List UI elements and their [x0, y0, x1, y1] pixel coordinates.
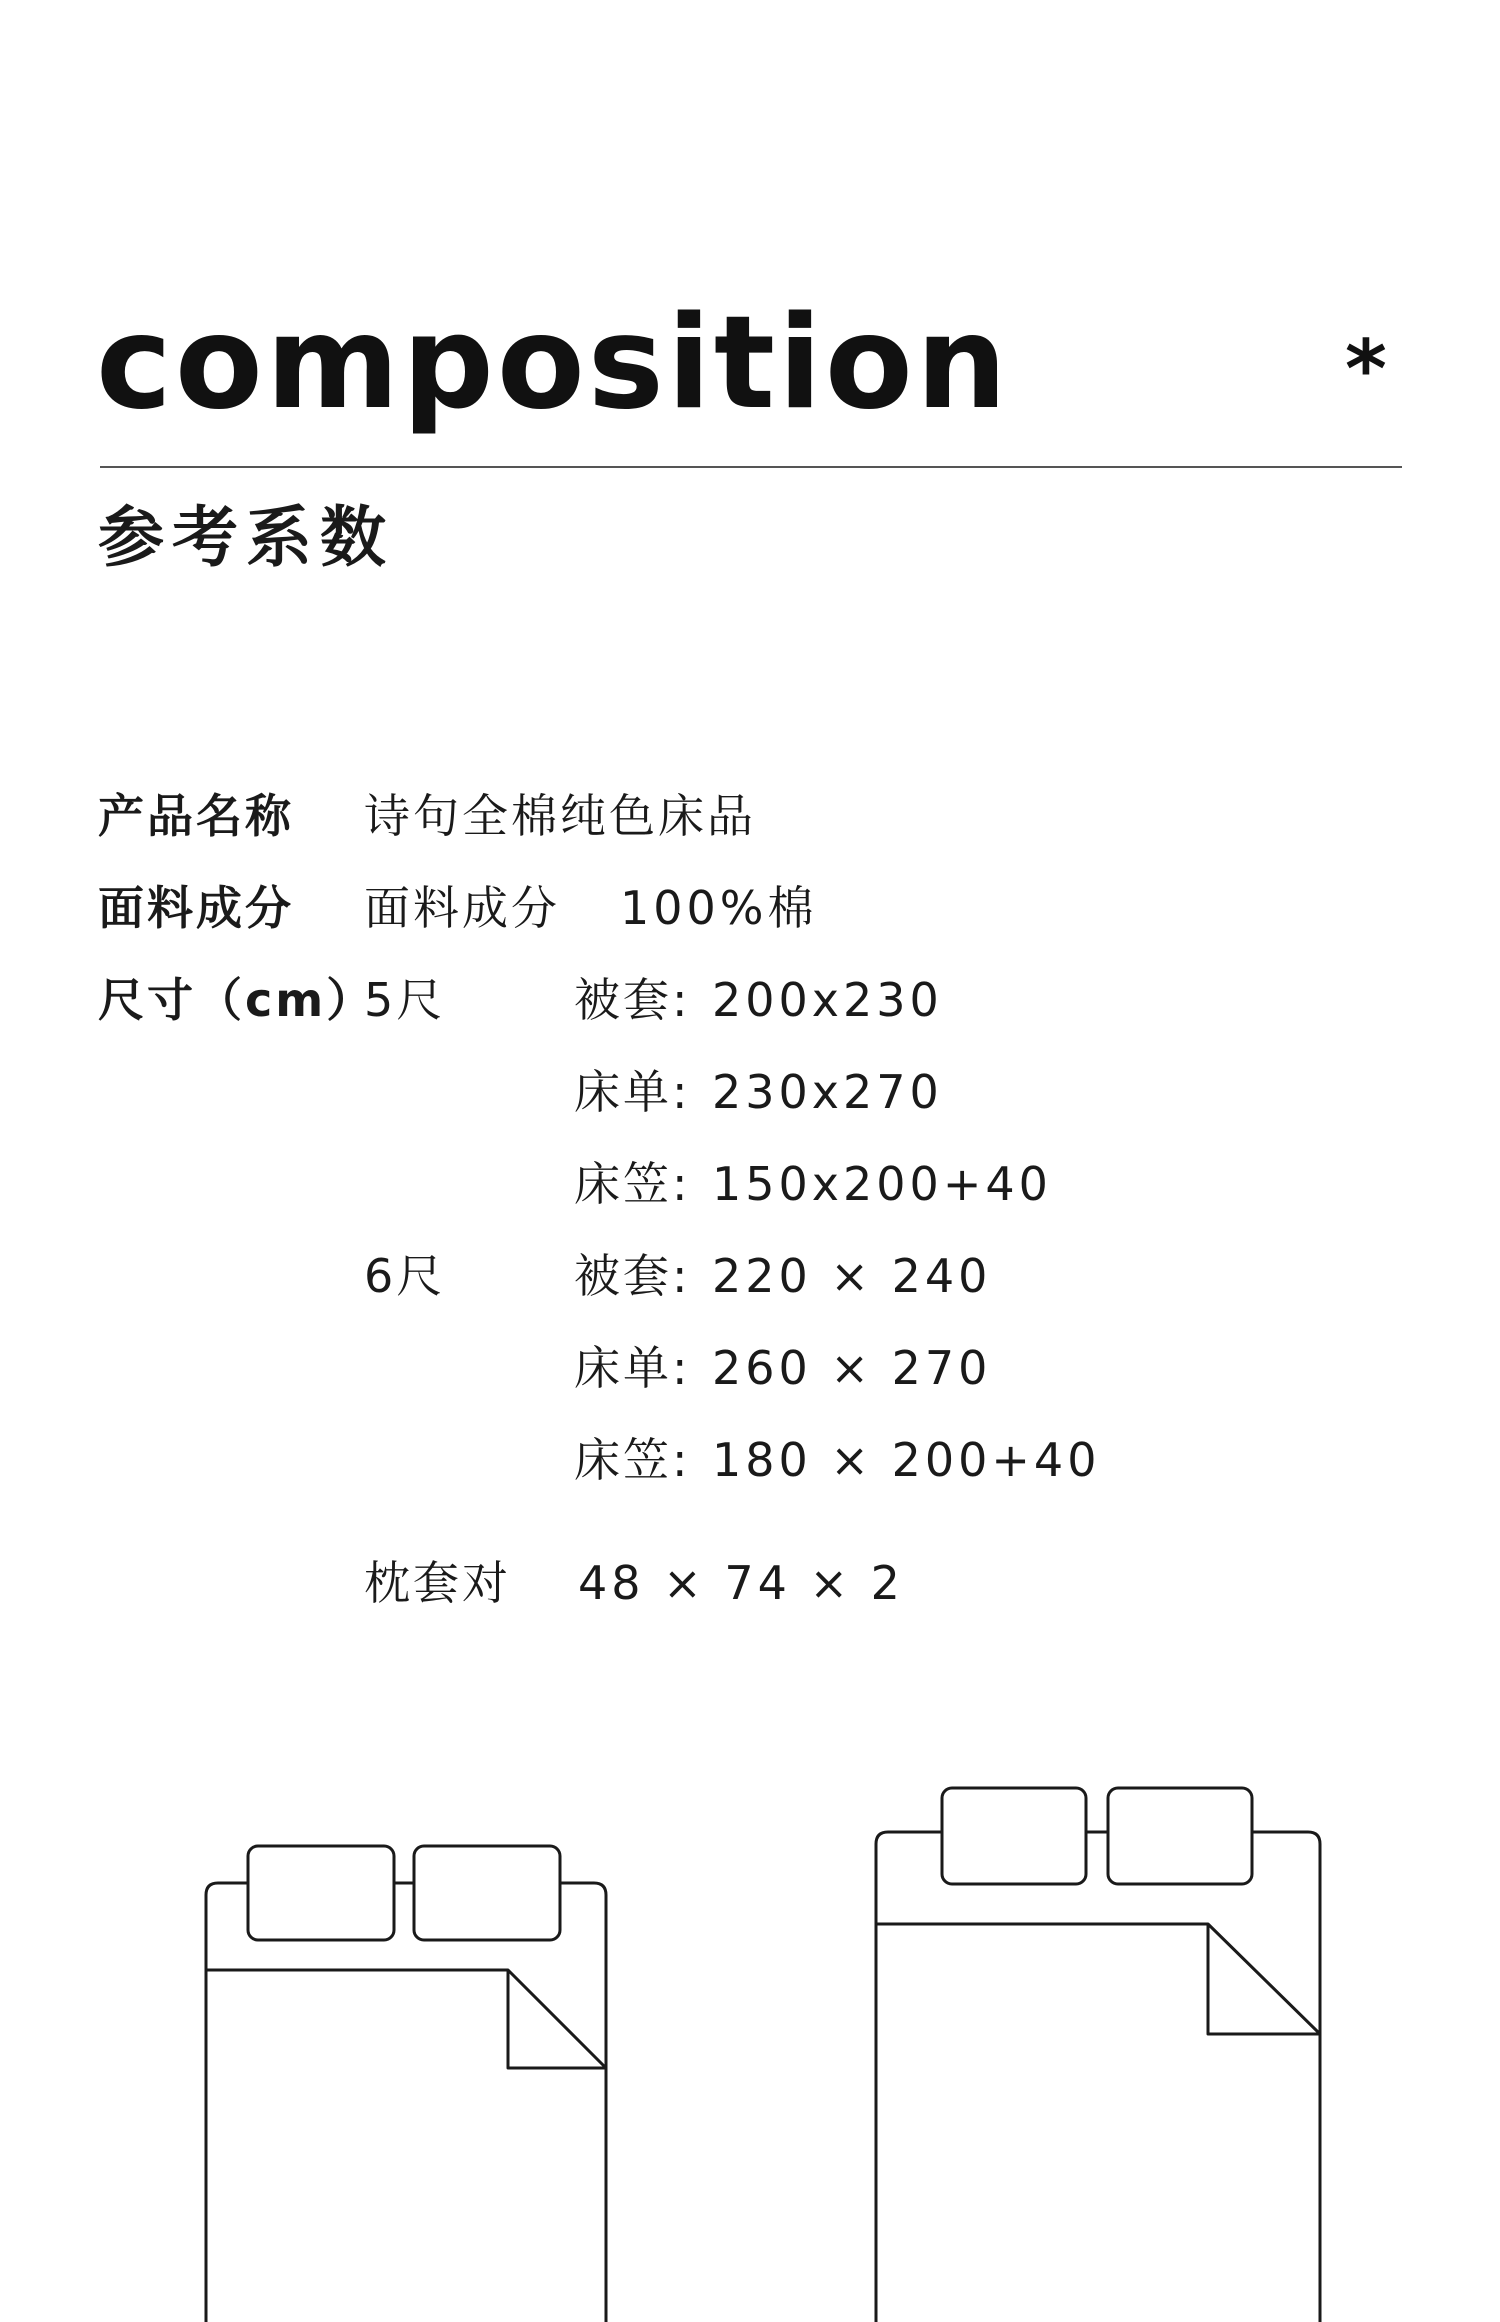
pillowcase-label: 枕套对 [364, 1556, 511, 1610]
size-5-fitted-key: 床笠: [574, 1157, 691, 1211]
size-6-sheet-key: 床单: [574, 1341, 691, 1395]
section-subtitle: 参考系数 [98, 499, 394, 576]
asterisk-mark: * [1345, 323, 1387, 416]
fabric-value: 100%棉 [620, 881, 818, 935]
fabric-label: 面料成分 [98, 881, 294, 935]
size-group-6: 6尺 [364, 1249, 446, 1303]
pillowcase-value: 48 × 74 × 2 [578, 1556, 904, 1610]
size-6-fitted-key: 床笠: [574, 1433, 691, 1487]
product-name-label: 产品名称 [98, 789, 294, 843]
fabric-value-label: 面料成分 [364, 881, 560, 935]
size-group-5: 5尺 [364, 973, 446, 1027]
size-6-duvet-key: 被套: [574, 1249, 691, 1303]
size-6-duvet-value: 220 × 240 [712, 1249, 992, 1303]
size-5-sheet-value: 230x270 [712, 1065, 943, 1119]
size-5-sheet-key: 床单: [574, 1065, 691, 1119]
size-5-fitted-value: 150x200+40 [712, 1157, 1052, 1211]
size-6-sheet-value: 260 × 270 [712, 1341, 992, 1395]
large-bed-icon [876, 1788, 1320, 2322]
product-name-value: 诗句全棉纯色床品 [364, 789, 756, 843]
size-5-duvet-key: 被套: [574, 973, 691, 1027]
size-5-duvet-value: 200x230 [712, 973, 943, 1027]
size-6-fitted-value: 180 × 200+40 [712, 1433, 1101, 1487]
page-title: composition [96, 289, 1010, 438]
size-label: 尺寸（cm） [98, 973, 376, 1027]
small-bed-icon [206, 1846, 606, 2322]
